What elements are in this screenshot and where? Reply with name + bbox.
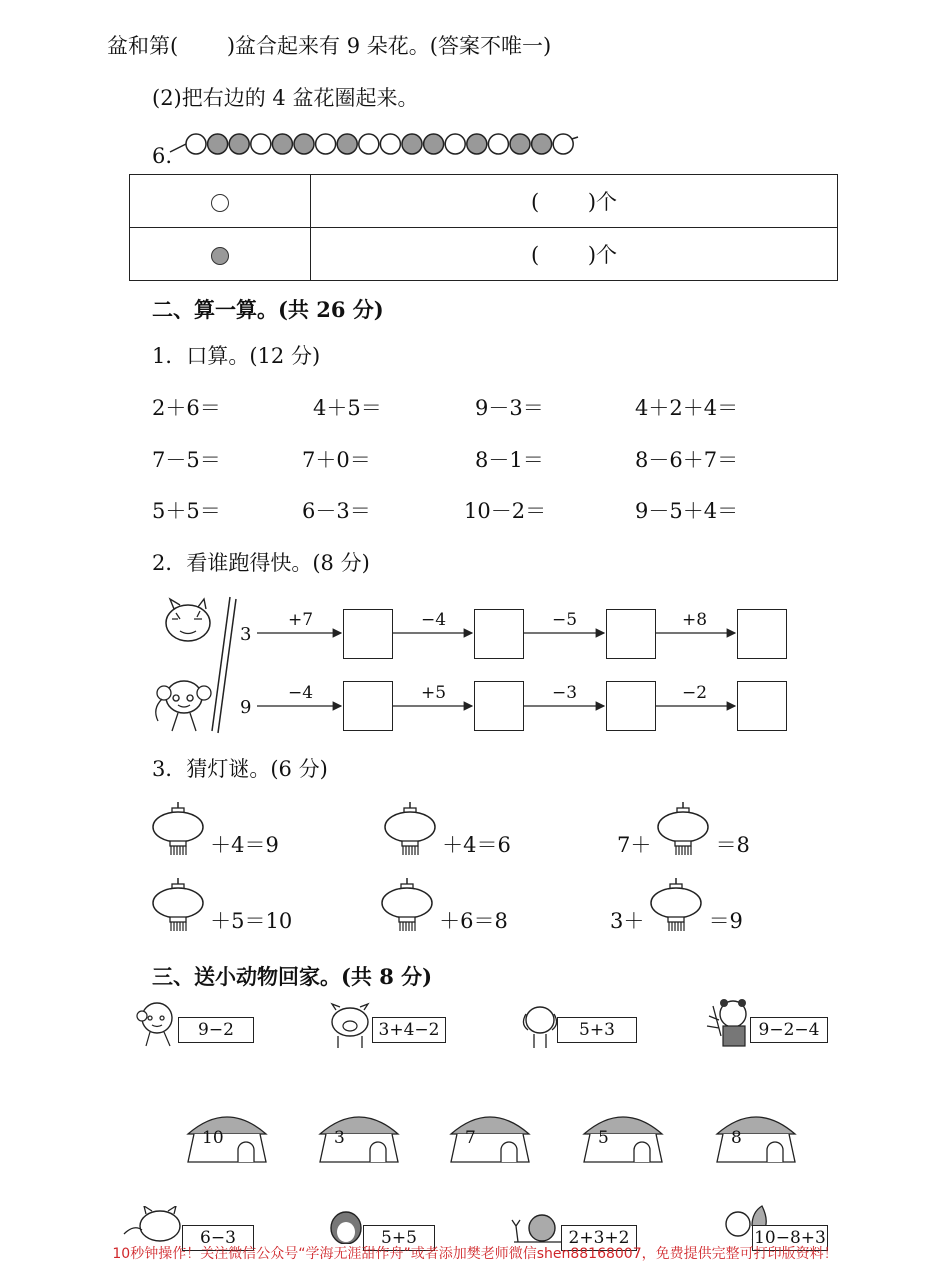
answer-box[interactable] [606, 681, 656, 731]
white-bead [488, 134, 508, 154]
white-bead [553, 134, 573, 154]
animal-equation-tag[interactable]: 5+3 [557, 1017, 637, 1043]
riddle-equation: ＝8 [715, 832, 750, 857]
tiger-monkey-illustration [150, 595, 240, 735]
house-icon [314, 1106, 404, 1166]
oral-problem: 7－5＝ [152, 448, 221, 472]
gray-circle-icon [130, 228, 311, 281]
oral-problem: 2＋6＝ [152, 396, 221, 420]
animal-equation-tag[interactable]: 6−3 [182, 1225, 254, 1251]
table-row [130, 228, 838, 281]
fill-blank-flowers: 盆和第( )盆合起来有 9 朵花。(答案不唯一) [107, 34, 552, 58]
oral-problem: 4＋5＝ [313, 396, 382, 420]
lantern-riddle [151, 878, 292, 932]
race-op-label: −4 [288, 683, 314, 703]
race-op-label: +7 [288, 610, 314, 630]
oral-problem: 6－3＝ [302, 499, 371, 523]
answer-box[interactable] [343, 609, 393, 659]
panda-icon [703, 996, 751, 1050]
lantern-icon [151, 802, 205, 856]
white-bead [251, 134, 271, 154]
house-number: 5 [598, 1128, 609, 1148]
monkey-icon [132, 998, 182, 1048]
section-2-title: 二、算一算。(共 26 分) [152, 297, 384, 322]
riddle-prefix: 3＋ [610, 908, 645, 933]
race-op-label: −2 [682, 683, 708, 703]
white-bead [186, 134, 206, 154]
riddle-equation: ＋4＝6 [442, 832, 511, 857]
riddle-equation: ＝9 [708, 908, 743, 933]
bead-count-table [129, 174, 838, 281]
race-start-number: 3 [240, 624, 252, 645]
white-bead [316, 134, 336, 154]
answer-blank[interactable]: ( )个 [311, 228, 838, 281]
animal-equation-tag[interactable]: 2+3+2 [561, 1225, 637, 1251]
race-op-label: +8 [682, 610, 708, 630]
puppy-icon [520, 1000, 562, 1050]
oral-problem: 9－3＝ [475, 396, 544, 420]
oral-problem: 8－1＝ [475, 448, 544, 472]
oral-problem: 10－2＝ [464, 499, 547, 523]
answer-box[interactable] [737, 609, 787, 659]
lantern-riddle [151, 802, 279, 856]
race-arrows [255, 600, 795, 740]
riddle-equation: ＋6＝8 [439, 908, 508, 933]
race-op-label: −4 [421, 610, 447, 630]
oral-problem: 7＋0＝ [302, 448, 371, 472]
house[interactable] [182, 1106, 272, 1166]
snail-icon [510, 1208, 566, 1244]
lantern-icon [151, 878, 205, 932]
oral-problem: 5＋5＝ [152, 499, 221, 523]
question-6-label: 6. [152, 144, 173, 168]
animal-equation-tag[interactable]: 9−2 [178, 1017, 254, 1043]
pig-icon [326, 1000, 374, 1050]
white-circle-icon [130, 175, 311, 228]
white-bead [380, 134, 400, 154]
answer-box[interactable] [343, 681, 393, 731]
gray-bead [510, 134, 530, 154]
gray-bead [294, 134, 314, 154]
gray-bead [337, 134, 357, 154]
house-icon [445, 1106, 535, 1166]
lantern-riddle [380, 878, 508, 932]
race-op-label: +5 [421, 683, 447, 703]
animal-equation-tag[interactable]: 9−2−4 [750, 1017, 828, 1043]
gray-bead [229, 134, 249, 154]
riddle-equation: ＋4＝9 [210, 832, 279, 857]
answer-box[interactable] [474, 609, 524, 659]
lantern-riddle [617, 802, 750, 856]
lantern-icon [383, 802, 437, 856]
animal-equation-tag[interactable]: 3+4−2 [372, 1017, 446, 1043]
penguin-icon [326, 1208, 366, 1244]
oral-problem: 4＋2＋4＝ [635, 396, 739, 420]
lantern-icon [649, 878, 703, 932]
question-1-title: 1．口算。(12 分) [152, 344, 321, 368]
answer-blank[interactable]: ( )个 [311, 175, 838, 228]
oral-problem: 8－6＋7＝ [635, 448, 739, 472]
house[interactable] [711, 1106, 801, 1166]
answer-box[interactable] [737, 681, 787, 731]
section-3-title: 三、送小动物回家。(共 8 分) [152, 964, 433, 989]
gray-bead [424, 134, 444, 154]
house[interactable] [314, 1106, 404, 1166]
gray-bead [272, 134, 292, 154]
house[interactable] [578, 1106, 668, 1166]
riddle-prefix: 7＋ [617, 832, 652, 857]
lantern-icon [380, 878, 434, 932]
oral-problem: 9－5＋4＝ [635, 499, 739, 523]
lantern-icon [656, 802, 710, 856]
house-icon [578, 1106, 668, 1166]
question-3-title: 3．猜灯谜。(6 分) [152, 757, 328, 781]
gray-bead [532, 134, 552, 154]
gray-bead [402, 134, 422, 154]
lantern-riddle [383, 802, 511, 856]
white-bead [445, 134, 465, 154]
answer-box[interactable] [606, 609, 656, 659]
house-icon [711, 1106, 801, 1166]
race-start-number: 9 [240, 697, 252, 718]
question-circle-flowers: (2)把右边的 4 盆花圈起来。 [152, 86, 419, 110]
house-number: 7 [465, 1128, 476, 1148]
gray-bead [467, 134, 487, 154]
race-op-label: −5 [552, 610, 578, 630]
white-bead [359, 134, 379, 154]
house-number: 3 [334, 1128, 345, 1148]
bead-string-illustration [168, 128, 580, 162]
answer-box[interactable] [474, 681, 524, 731]
house-number: 8 [731, 1128, 742, 1148]
gray-bead [208, 134, 228, 154]
house-icon [182, 1106, 272, 1166]
lantern-riddle [610, 878, 743, 932]
house-number: 10 [202, 1128, 224, 1148]
race-op-label: −3 [552, 683, 578, 703]
animal-equation-tag[interactable]: 5+5 [363, 1225, 435, 1251]
animal-equation-tag[interactable]: 10−8+3 [752, 1225, 828, 1251]
house[interactable] [445, 1106, 535, 1166]
table-row [130, 175, 838, 228]
promo-footer: 10秒钟操作！关注微信公众号“学海无涯甜作舟”或者添加樊老师微信shen88168007，免费提供完整可打印版资料！ [112, 1246, 838, 1262]
riddle-equation: ＋5＝10 [210, 908, 293, 933]
question-2-title: 2．看谁跑得快。(8 分) [152, 551, 370, 575]
